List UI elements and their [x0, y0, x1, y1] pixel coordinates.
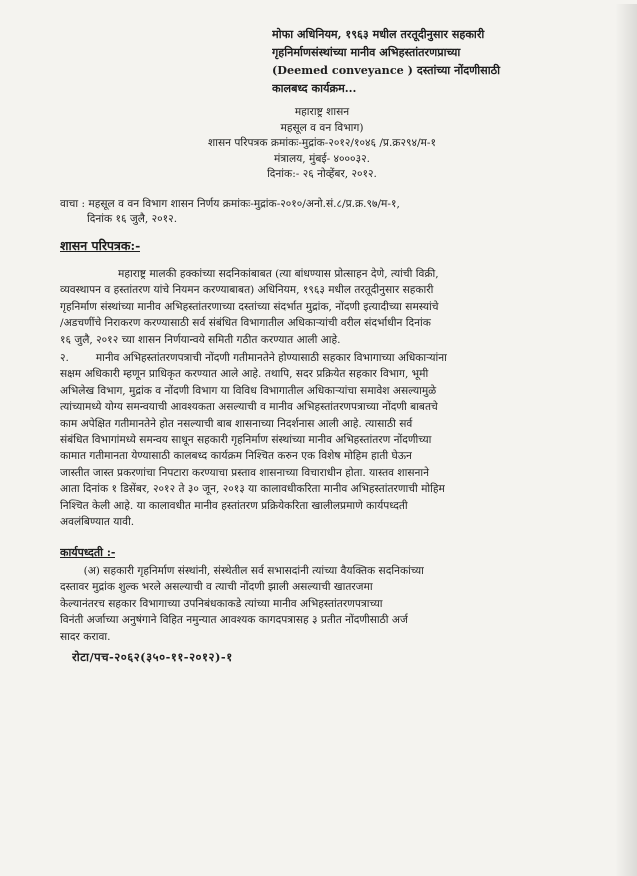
reference-date: दिनांक १६ जुलै, २०१२.	[87, 213, 178, 225]
paragraph-line: कामात गतीमानता येण्यासाठी कालबध्द कार्यक्रम निश्चित करुन एक विशेष मोहिम हाती घेऊन	[60, 450, 412, 463]
paragraph-1	[60, 266, 580, 348]
address: मंत्रालय, मुंबई- ४०००३२.	[274, 152, 370, 165]
procedure-heading: कार्यपध्दती :-	[60, 546, 116, 559]
paragraph-line: अभिलेख विभाग, मुद्रांक व नोंदणी विभाग या विविध विभागातील अधिकाऱ्यांचा समावेश असल्यामुळे	[60, 384, 437, 397]
page-edge-shadow	[615, 4, 637, 876]
paragraph-line: (अ) सहकारी गृहनिर्माण संस्थांनी, संस्थेतील सर्व सभासदांनी त्यांच्या वैयक्तिक सदनिकांच्या	[60, 565, 424, 577]
paragraph-line: आता दिनांक १ डिसेंबर, २०१२ ते ३० जून, २०१३ या कालावधीकरिता मानीव अभिहस्तांतरणाची मोहिम	[60, 483, 445, 496]
paragraph-line: केल्यानंतरच सहकार विभागाच्या उपनिबंधकाकडे त्यांच्या मानीव अभिहस्तांतरणपत्राच्या	[60, 597, 383, 610]
subject-block	[272, 25, 632, 97]
paragraph-line: २. मानीव अभिहस्तांतरणपत्राची नोंदणी गतीमानतेने होण्यासाठी सहकार विभागाच्या अधिकाऱ्यांना	[60, 352, 447, 364]
paragraph-line: व्यवस्थापन व हस्तांतरण यांचे नियमन करण्याबाबत) अधिनियम, १९६३ मधील तरतूदीनुसार सहकारी	[60, 284, 434, 297]
subject-line: मोफा अधिनियम, १९६३ मधील तरतूदीनुसार सहकारी	[272, 27, 485, 41]
paragraph-line: गृहनिर्माण संस्थांच्या मानीव अभिहस्तांतरणाच्या दस्तांच्या संदर्भात मुद्रांक, नोंदणी इत्यादीच्या समस्यांचे	[60, 300, 439, 313]
paragraph-2	[60, 350, 580, 530]
paragraph-line: निश्चित केली आहे. या कालावधीत मानीव हस्तांतरण प्रक्रियेकरिता खालीलप्रमाणे कार्यपध्दती	[60, 499, 408, 512]
paragraph-line: काम अपेक्षित गतीमानतेने होत नसल्याची बाब शासनाच्या निदर्शनास आली आहे. त्यासाठी सर्व	[60, 417, 413, 430]
paragraph-line: १६ जुलै, २०१२ च्या शासन निर्णयान्वये समिती गठीत करण्यात आली आहे.	[60, 333, 341, 346]
government-name: महाराष्ट्र शासन	[294, 106, 350, 118]
circular-reference: शासन परिपत्रक क्रमांकः-मुद्रांक-२०१२/१०४६ /प्र.क्र२९४/म-१	[208, 137, 436, 149]
paragraph-line: महाराष्ट्र मालकी हक्कांच्या सदनिकांबाबत (त्या बांधण्यास प्रोत्साहन देणे, त्यांची विक्री,	[118, 268, 439, 280]
paragraph-line: विनंती अर्जाच्या अनुषंगाने विहित नमुन्यात आवश्यक कागदपत्रासह ३ प्रतीत नोंदणीसाठी अर्ज	[60, 614, 408, 627]
paragraph-line: अवलंबिण्यात यावी.	[60, 516, 135, 529]
paragraph-line: सक्षम अधिकारी म्हणून प्राधिकृत करण्यात आले आहे. तथापि, सदर प्रक्रियेत सहकार विभाग, भूमी	[60, 368, 429, 381]
subject-line: (Deemed conveyance ) दस्तांच्या नोंदणीसाठी	[272, 63, 500, 77]
paragraph-line: सादर करावा.	[60, 630, 111, 643]
subject-line: गृहनिर्माणसंस्थांच्या मानीव अभिहस्तांतरणप्राच्या	[272, 45, 461, 59]
reference-block	[60, 197, 620, 227]
government-header	[172, 105, 472, 183]
reference-line: वाचा : महसूल व वन विभाग शासन निर्णय क्रमांकः-मुद्रांक-२०१०/अनो.सं.८/प्र.क्र.९७/म-१,	[60, 198, 400, 210]
paragraph-line: त्यांच्यामध्ये योग्य समन्वयाची आवश्यकता असल्याची व मानीव अभिहस्तांतरणपत्राच्या नोंदणी बाबतचे	[60, 401, 438, 414]
paragraph-line: दस्तावर मुद्रांक शुल्क भरले असल्याची व त्याची नोंदणी झाली असल्याची खातरजमा	[60, 581, 373, 594]
paragraph-line: संबंधित विभागांमध्ये समन्वय साधून सहकारी गृहनिर्माण संस्थांच्या मानीव अभिहस्तांतरण नोंदणीच्या	[60, 434, 432, 447]
paragraph-3	[60, 563, 580, 645]
paragraph-line: जास्तीत जास्त प्रकरणांचा निपटारा करण्याचा प्रस्ताव शासनाच्या विचाराधीन होता. यास्तव शासनाने	[60, 466, 430, 479]
paragraph-line: /अडचणींचे निराकरण करण्यासाठी सर्व संबंधित विभागातील अधिकाऱ्यांची वरील संदर्भाधीन दिनांक	[60, 317, 431, 330]
subject-line: कालबध्द कार्यक्रम...	[272, 81, 357, 95]
circular-date: दिनांक:- २६ नोव्हेंबर, २०१२.	[267, 168, 377, 180]
circular-heading: शासन परिपत्रक:-	[60, 238, 141, 253]
footer-code: रोटा/पच-२०६२(३५०-११-२०१२)-१	[72, 650, 233, 664]
department-name: महसूल व वन विभाग)	[280, 121, 364, 134]
